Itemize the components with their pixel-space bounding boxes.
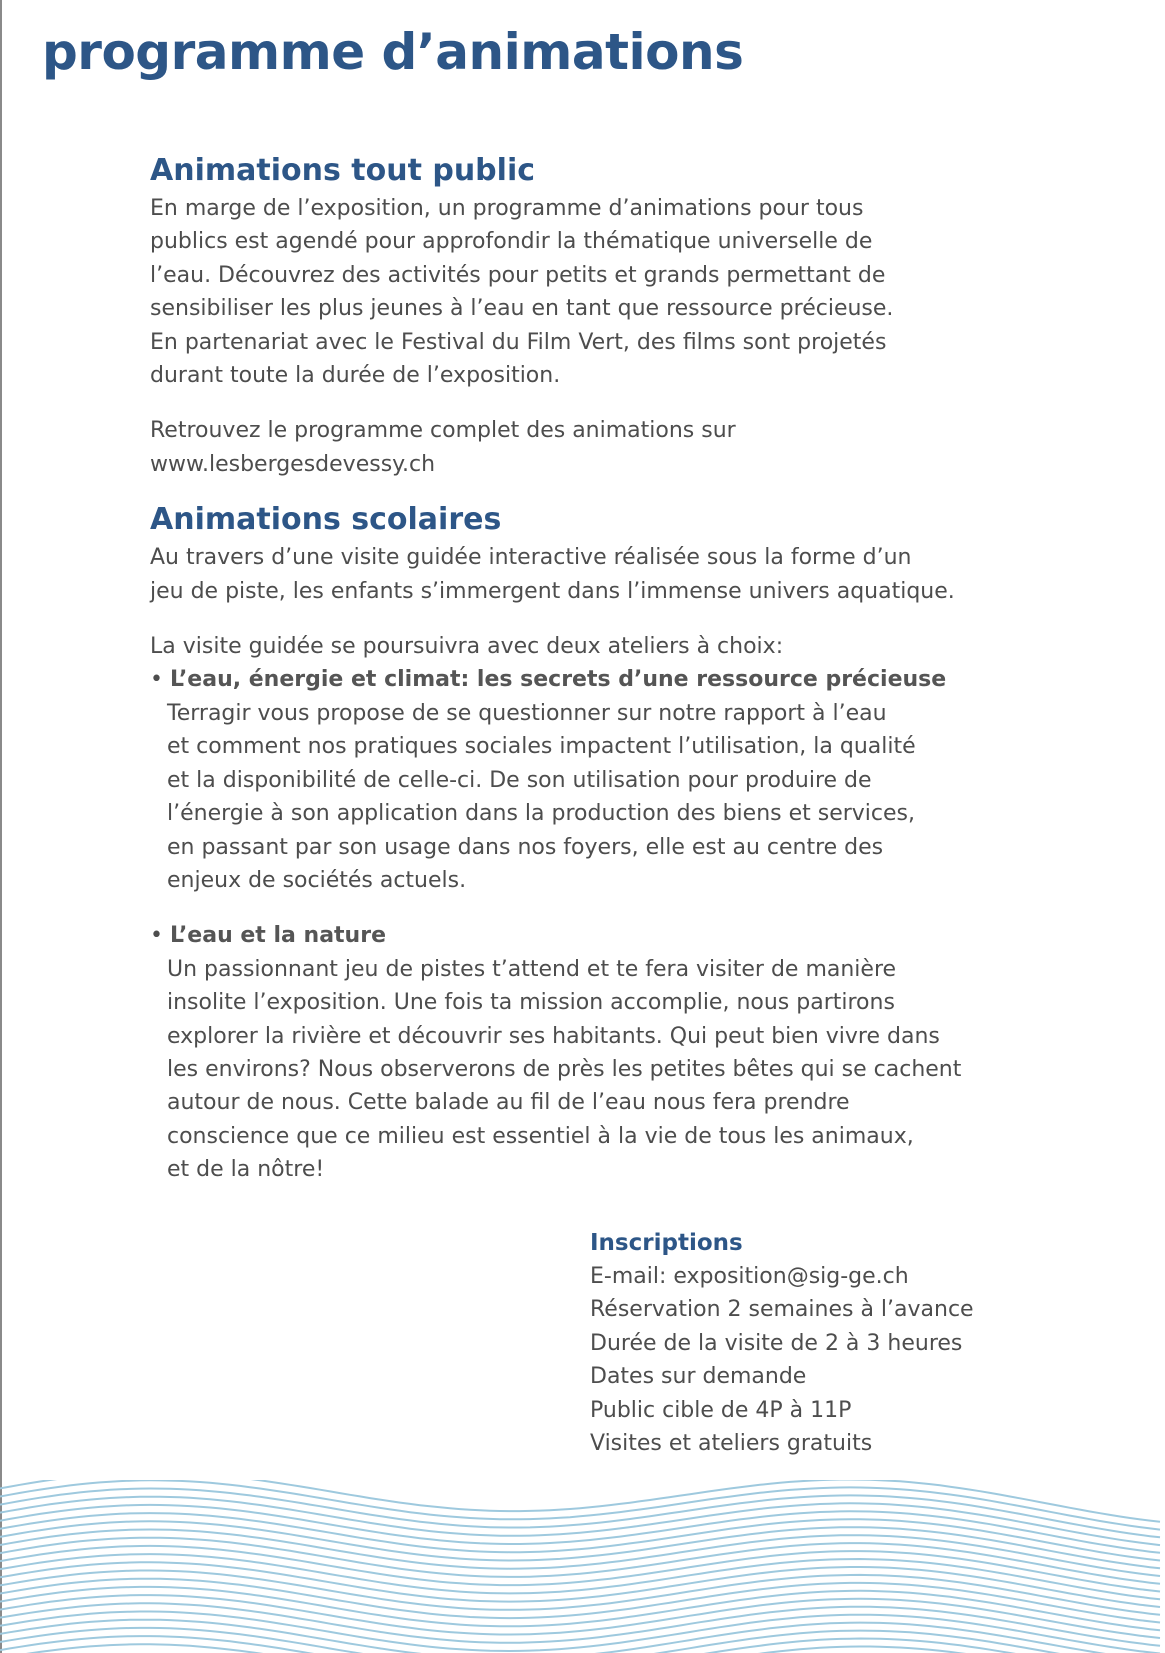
- inscriptions-heading: Inscriptions: [590, 1230, 743, 1256]
- program-info-text: Retrouvez le programme complet des animations sur: [150, 418, 736, 444]
- atelier-2-title: L’eau et la nature: [169, 923, 386, 949]
- inscriptions-price: Visites et ateliers gratuits: [590, 1431, 873, 1457]
- wave-line: [0, 1530, 1160, 1577]
- inscriptions-email[interactable]: E-mail: exposition@sig-ge.ch: [590, 1264, 909, 1289]
- inscriptions-audience: Public cible de 4P à 11P: [590, 1397, 852, 1423]
- atelier-1-title: L’eau, énergie et climat: les secrets d’une ressource précieuse: [169, 667, 947, 693]
- section-heading-public: Animations tout public: [150, 153, 536, 188]
- page-title: programme d’animations: [42, 23, 744, 81]
- wave-line: [0, 1554, 1160, 1599]
- bullet-icon: •: [150, 667, 163, 693]
- section-heading-school: Animations scolaires: [150, 502, 502, 538]
- atelier-1-title-line: [150, 663, 1010, 696]
- wave-line: [0, 1571, 1160, 1615]
- wave-pattern-decoration: [0, 1480, 1165, 1653]
- wave-line: [0, 1562, 1160, 1607]
- wave-line: [0, 1513, 1160, 1560]
- program-website-link[interactable]: www.lesbergesdevessy.ch: [150, 451, 436, 477]
- ateliers-intro: La visite guidée se poursuivra avec deux ateliers à choix:: [150, 634, 784, 660]
- bullet-icon: •: [150, 923, 163, 949]
- school-intro: Au travers d’une visite guidée interactive réalisée sous la forme d’un jeu de piste, les enfants s’immergent dans l’immense univers aquatique.: [150, 545, 955, 604]
- wave-line: [0, 1579, 1160, 1623]
- wave-line: [0, 1546, 1160, 1592]
- inscriptions-duration: Durée de la visite de 2 à 3 heures: [590, 1330, 963, 1356]
- atelier-2-description: Un passionnant jeu de pistes t’attend et te fera visiter de manière insolite l’exposition. Une fois ta mission accomplie, nous partirons explorer la rivière et découvrir ses habitants. Qui peut bien vivre dans les environs? Nous observerons de près les petites bêtes qui se cachent autour de nous. Cette balade au fil de l’eau nous fera prendre conscience que ce milieu est essentiel à la vie de tous les animaux, et de la nôtre!: [167, 956, 962, 1183]
- inscriptions-box: [590, 1226, 1070, 1460]
- atelier-1-description: Terragir vous propose de se questionner sur notre rapport à l’eau et comment nos pratiques sociales impactent l’utilisation, la qualité et la disponibilité de celle-ci. De son utilisation pour produire de l’énergie à son application dans la production des biens et services, en passant par son usage dans nos foyers, elle est au centre des enjeux de sociétés actuels.: [167, 700, 916, 893]
- inscriptions-dates: Dates sur demande: [590, 1364, 807, 1390]
- wave-line: [0, 1521, 1160, 1568]
- page-left-border: [0, 0, 2, 1653]
- main-content: [150, 150, 1010, 1187]
- wave-line: [0, 1538, 1160, 1584]
- public-description: En marge de l’exposition, un programme d’animations pour tous publics est agendé pour approfondir la thématique universelle de l’eau. Découvrez des activités pour petits et grands permettant de sensibiliser les plus jeunes à l’eau en tant que ressource précieuse. En partenariat avec le Festival du Film Vert, des films sont projetés durant toute la durée de l’exposition.: [150, 196, 894, 389]
- atelier-2-title-line: [150, 919, 1010, 952]
- inscriptions-reservation: Réservation 2 semaines à l’avance: [590, 1297, 974, 1323]
